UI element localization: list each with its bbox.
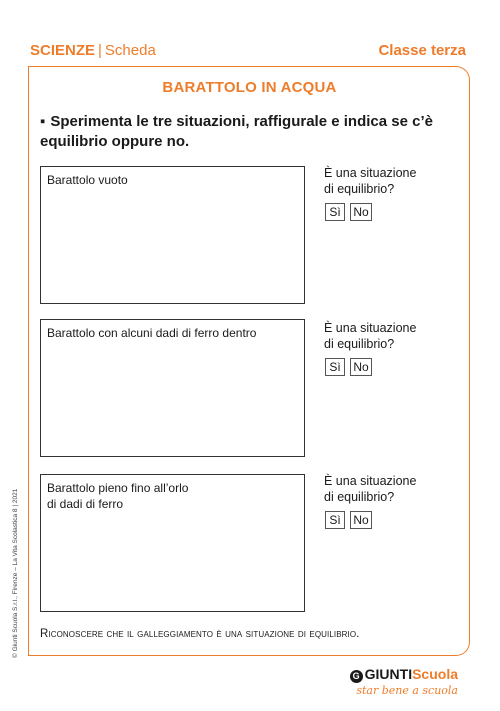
worksheet-card-left-border [28, 66, 29, 655]
publisher-logo [350, 666, 458, 697]
header-left [30, 42, 156, 59]
drawing-box-2[interactable] [40, 319, 305, 457]
label-line: di dadi di ferro [47, 497, 124, 511]
instruction [40, 112, 460, 152]
question-line: di equilibrio? [324, 182, 395, 196]
equilibrium-question-2 [324, 320, 454, 374]
g-logo-icon: G [350, 670, 363, 683]
no-checkbox-1[interactable]: No [350, 203, 372, 221]
drawing-box-3[interactable] [40, 474, 305, 612]
no-checkbox-3[interactable]: No [350, 511, 372, 529]
header-separator: | [98, 42, 102, 59]
sheet-title: BARATTOLO IN ACQUA [162, 79, 337, 96]
publisher-name-accent: Scuola [412, 666, 458, 682]
equilibrium-question-3 [324, 473, 454, 527]
drawing-box-label [47, 325, 297, 341]
question-line: di equilibrio? [324, 490, 395, 504]
publisher-name [350, 666, 458, 683]
question-line: È una situazione [324, 474, 417, 488]
subject-label: SCIENZE [30, 42, 96, 59]
label-line: Barattolo vuoto [47, 173, 128, 187]
question-line: di equilibrio? [324, 337, 395, 351]
learning-objective: Riconoscere che il galleggiamento è una situazione di equilibrio. [40, 628, 360, 640]
instruction-text: Sperimenta le tre situazioni, raffigurale e indica se c’è equilibrio oppure no. [40, 113, 433, 150]
question-line: È una situazione [324, 166, 417, 180]
publisher-name-main: GIUNTI [364, 666, 413, 682]
drawing-box-1[interactable] [40, 166, 305, 304]
yes-checkbox-2[interactable]: Sì [325, 358, 345, 376]
yes-checkbox-3[interactable]: Sì [325, 511, 345, 529]
instruction-bullet: ▪ [40, 113, 46, 130]
drawing-box-label [47, 480, 297, 512]
copyright-notice: © Giunti Scuola S.r.l., Firenze – La Vita Scolastica 8 | 2021 [12, 488, 19, 658]
no-checkbox-2[interactable]: No [350, 358, 372, 376]
label-line: Barattolo con alcuni dadi di ferro dentro [47, 326, 257, 340]
equilibrium-question-1 [324, 165, 454, 219]
publisher-tagline: star bene a scuola [356, 684, 458, 697]
yes-checkbox-1[interactable]: Sì [325, 203, 345, 221]
question-line: È una situazione [324, 321, 417, 335]
sheet-type-label: Scheda [104, 42, 156, 59]
drawing-box-label [47, 172, 297, 188]
class-label: Classe terza [378, 42, 466, 59]
label-line: Barattolo pieno fino all’orlo [47, 481, 189, 495]
